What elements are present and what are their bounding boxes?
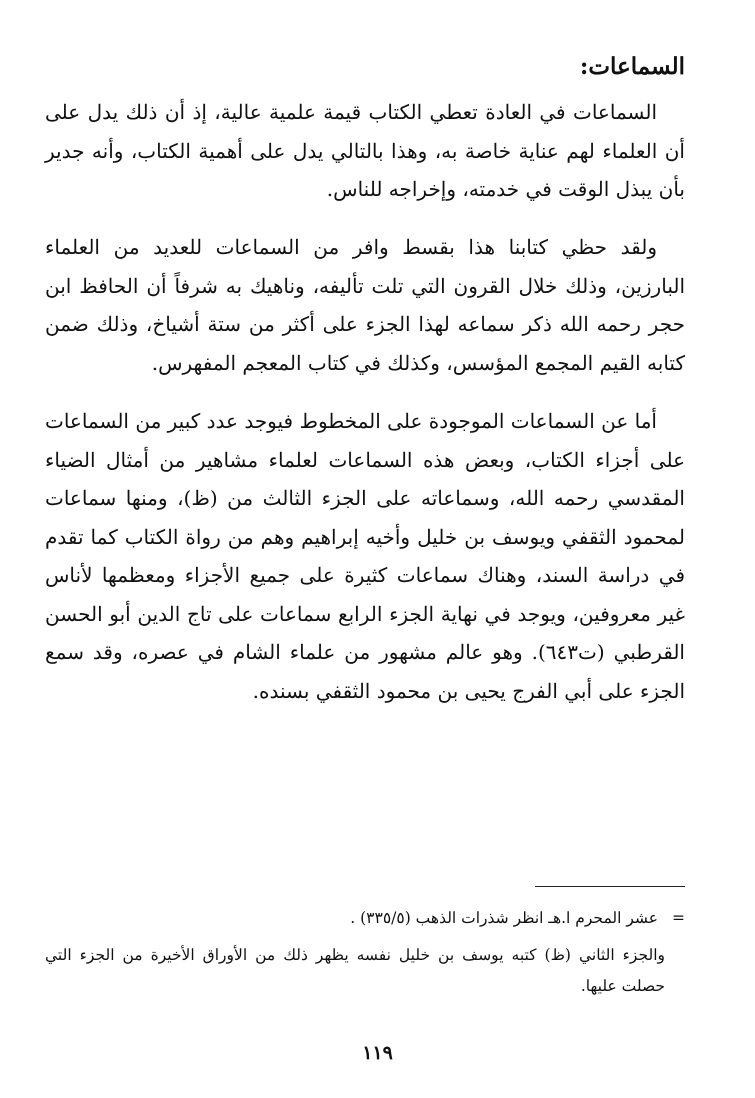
paragraph-scholars: ولقد حظي كتابنا هذا بقسط وافر من السماعات للعديد من العلماء البارزين، وذلك خلال القرون التي تلت تأليفه، وناهيك به شرفاً أن الحافظ ابن حجر رحمه الله ذكر سماعه لهذا الجزء على أكثر من ستة أشياخ، وذلك ضمن كتابه القيم المجمع المؤسس، وكذلك في كتاب المعجم المفهرس. bbox=[45, 235, 685, 375]
paragraph-manuscript: أما عن السماعات الموجودة على المخطوط فيوجد عدد كبير من السماعات على أجزاء الكتاب، وبعض هذه السماعات لعلماء مشاهير من أمثال الضياء المقدسي رحمه الله، وسماعاته على الجزء الثالث من (ظ)، ومنها سماعات لمحمود الثقفي ويوسف بن خليل وأخيه إبراهيم وهم من رواة الكتاب كما تقدم في دراسة السند، وهناك سماعات كثيرة على جميع الأجزاء ومعظمها لأناس غير معروفين، ويوجد في نهاية الجزء الرابع سماعات على تاج الدين أبو الحسن القرطبي (ت٦٤٣). وهو عالم مشهور من علماء الشام في عصره، وقد سمع الجزء على أبي الفرج يحيى بن محمود الثقفي بسنده. bbox=[44, 409, 685, 703]
footnote-text-1: عشر المحرم ا.هـ انظر شذرات الذهب (٣٣٥/٥) . bbox=[350, 909, 658, 927]
footnote-line-2: والجزء الثاني (ظ) كتبه يوسف بن خليل نفسه يظهر ذلك من الأوراق الأخيرة من الجزء التي حصلت عليها. bbox=[45, 946, 665, 995]
footnote-separator bbox=[535, 886, 685, 887]
section-heading: السماعات: bbox=[579, 53, 685, 80]
paragraph-significance: السماعات في العادة تعطي الكتاب قيمة علمية عالية، إذ أن ذلك يدل على أن العلماء لهم عناية خاصة به، وهذا بالتالي يدل على أهمية الكتاب، وأنه جدير بأن يبذل الوقت في خدمته، وإخراجه للناس. bbox=[45, 100, 685, 201]
page-number: ١١٩ bbox=[362, 1042, 393, 1064]
footnote-continuation-mark: = bbox=[672, 909, 685, 927]
footnote-line-1 bbox=[45, 903, 685, 934]
